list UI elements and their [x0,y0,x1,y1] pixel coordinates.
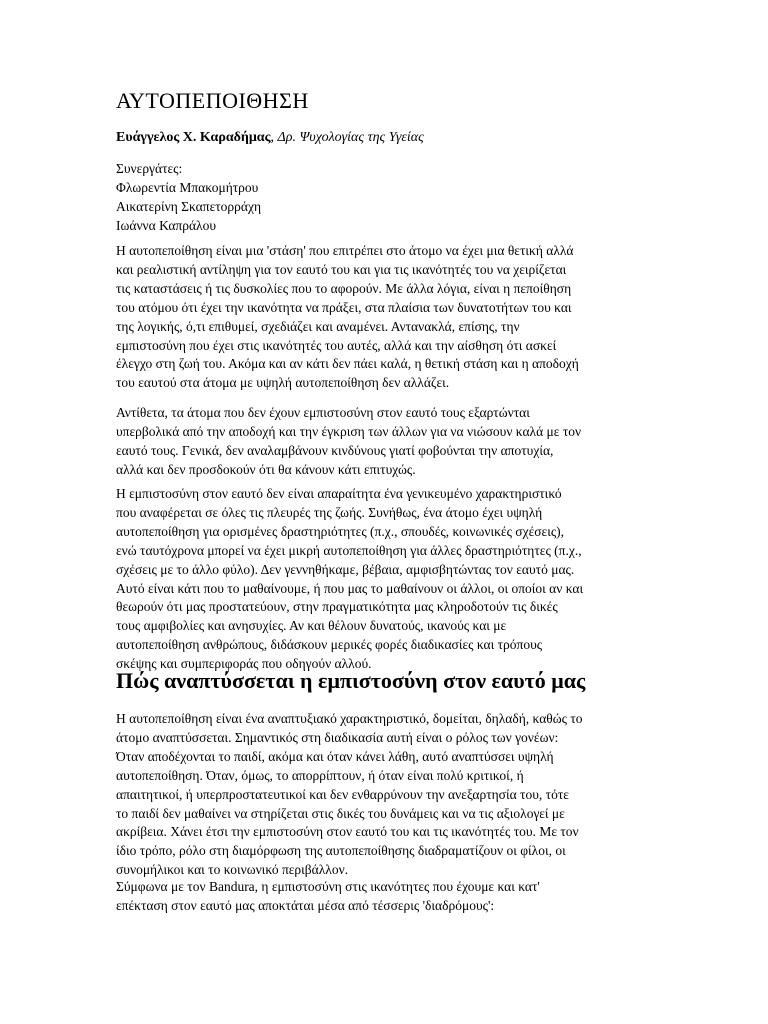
paragraph-generalization [116,485,656,674]
collaborator-name: Αικατερίνη Σκαπετορράχη [116,199,262,214]
text-line: θεωρούν ότι μας προστατεύουν, στην πραγματικότητα μας κληροδοτούν τις δικές [116,599,558,615]
paragraph-development [116,710,656,880]
text-line: ακρίβεια. Χάνει έτσι την εμπιστοσύνη στον εαυτό του και τις ικανότητές του. Με τον [116,824,579,840]
text-line: και ρεαλιστική αντίληψη για τον εαυτό του και για τις ικανότητές του να χειρίζεται [116,261,567,277]
text-line: Η αυτοπεποίθηση είναι ένα αναπτυξιακό χαρακτηριστικό, δομείται, δηλαδή, καθώς το [116,711,583,726]
text-line: Η αυτοπεποίθηση είναι μια 'στάση' που επιτρέπει στο άτομο να έχει μια θετική αλλά [116,243,574,258]
text-line: αλλά και δεν προσδοκούν ότι θα κάνουν κάτι επιτυχώς. [116,461,416,477]
collaborators-block [116,159,261,235]
collaborators-label: Συνεργάτες: [116,161,183,176]
text-line: έλεγχο στη ζωή του. Ακόμα και αν κάτι δεν πάει καλά, η θετική στάση και η αποδοχή [116,356,579,372]
text-line: εμπιστοσύνη που έχει στις ικανότητές του αυτές, αλλά και την αίσθηση ότι ασκεί [116,337,557,353]
text-line: εαυτό τους. Γενικά, δεν αναλαμβάνουν κινδύνους γιατί φοβούνται την αποτυχία, [116,442,554,458]
document-title: ΑΥΤΟΠΕΠΟΙΘΗΣΗ [116,88,309,113]
text-line: αυτοπεποίθηση για ορισμένες δραστηριότητες (π.χ., σπουδές, κοινωνικές σχέσεις), [116,523,565,539]
text-line: αυτοπεποίθηση. Όταν, όμως, το απορρίπτουν, ή όταν είναι πολύ κριτικοί, ή [116,767,524,783]
text-line: του εαυτού στα άτομα με υψηλή αυτοπεποίθηση δεν αλλάζει. [116,375,450,391]
text-line: υπερβολικά από την αποδοχή και την έγκριση των άλλων για να νιώσουν καλά με τον [116,423,582,439]
author-name: Ευάγγελος Χ. Καραδήμας [116,130,271,145]
text-line: το παιδί δεν μαθαίνει να στηρίζεται στις δικές του δυνάμεις και να τις αξιολογεί με [116,805,565,821]
text-line: επέκταση στον εαυτό μας αποκτάται μέσα από τέσσερις 'διαδρόμους': [116,897,495,913]
text-line: ίδιο τρόπο, ρόλο στη διαμόρφωση της αυτοπεποίθησης διαδραματίζουν οι φίλοι, οι [116,843,566,859]
text-line: του ατόμου ότι έχει την ικανότητα να πράξει, στα πλαίσια των δυνατοτήτων του και [116,299,572,315]
text-line: που αναφέρεται σε όλες τις πλευρές της ζωής. Συνήθως, ένα άτομο έχει υψηλή [116,504,543,520]
text-line: συνομήλικοι και το κοινωνικό περιβάλλον. [116,862,349,878]
text-line: Σύμφωνα με τον Bandura, η εμπιστοσύνη στις ικανότητες που έχουμε και κατ' [116,879,540,894]
paragraph-definition [116,242,656,393]
collaborator-name: Φλωρεντία Μπακομήτρου [116,180,259,195]
text-line: απαιτητικοί, ή υπερπροστατευτικοί και δεν ενθαρρύνουν την ανεξαρτησία του, τότε [116,786,569,802]
text-line: άτομο αναπτύσσεται. Σημαντικός στη διαδικασία αυτή είναι ο ρόλος των γονέων: [116,729,559,745]
text-line: τους αμφιβολίες και ανησυχίες. Αν και θέλουν δυνατούς, ικανούς και με [116,618,507,634]
text-line: ενώ ταυτόχρονα μπορεί να έχει μικρή αυτοπεποίθηση για άλλες δραστηριότητες (π.χ., [116,542,582,558]
collaborator-name: Ιωάννα Καπράλου [116,218,217,233]
text-line: αυτοπεποίθηση ανθρώπους, διδάσκουν μερικές φορές διαδικασίες και τρόπους [116,637,543,653]
text-line: σκέψης και συμπεριφοράς που οδηγούν αλλού. [116,656,372,672]
text-line: Αυτό είναι κάτι που το μαθαίνουμε, ή που μας το μαθαίνουν οι άλλοι, οι οποίοι αν και [116,580,584,596]
author-separator: , [270,130,278,145]
byline [116,129,424,147]
text-line: τις καταστάσεις ή τις δυσκολίες που το αφορούν. Με άλλα λόγια, είναι η πεποίθηση [116,280,572,296]
text-line: της λογικής, ό,τι επιθυμεί, σχεδιάζει και αναμένει. Αντανακλά, επίσης, την [116,318,520,334]
text-line: σχέσεις με το άλλο φύλο). Δεν γεννηθήκαμε, βέβαια, αμφισβητώντας τον εαυτό μας. [116,561,575,577]
text-line: Η εμπιστοσύνη στον εαυτό δεν είναι απαραίτητα ένα γενικευμένο χαρακτηριστικό [116,486,562,501]
author-role: Δρ. Ψυχολογίας της Υγείας [277,130,424,145]
paragraph-bandura [116,878,656,916]
text-line: Αντίθετα, τα άτομα που δεν έχουν εμπιστοσύνη στον εαυτό τους εξαρτώνται [116,405,530,420]
text-line: Όταν αποδέχονται το παιδί, ακόμα και όταν κάνει λάθη, αυτό αναπτύσσει υψηλή [116,748,554,764]
section-heading: Πώς αναπτύσσεται η εμπιστοσύνη στον εαυτό μας [116,668,586,693]
paragraph-contrast [116,404,656,480]
